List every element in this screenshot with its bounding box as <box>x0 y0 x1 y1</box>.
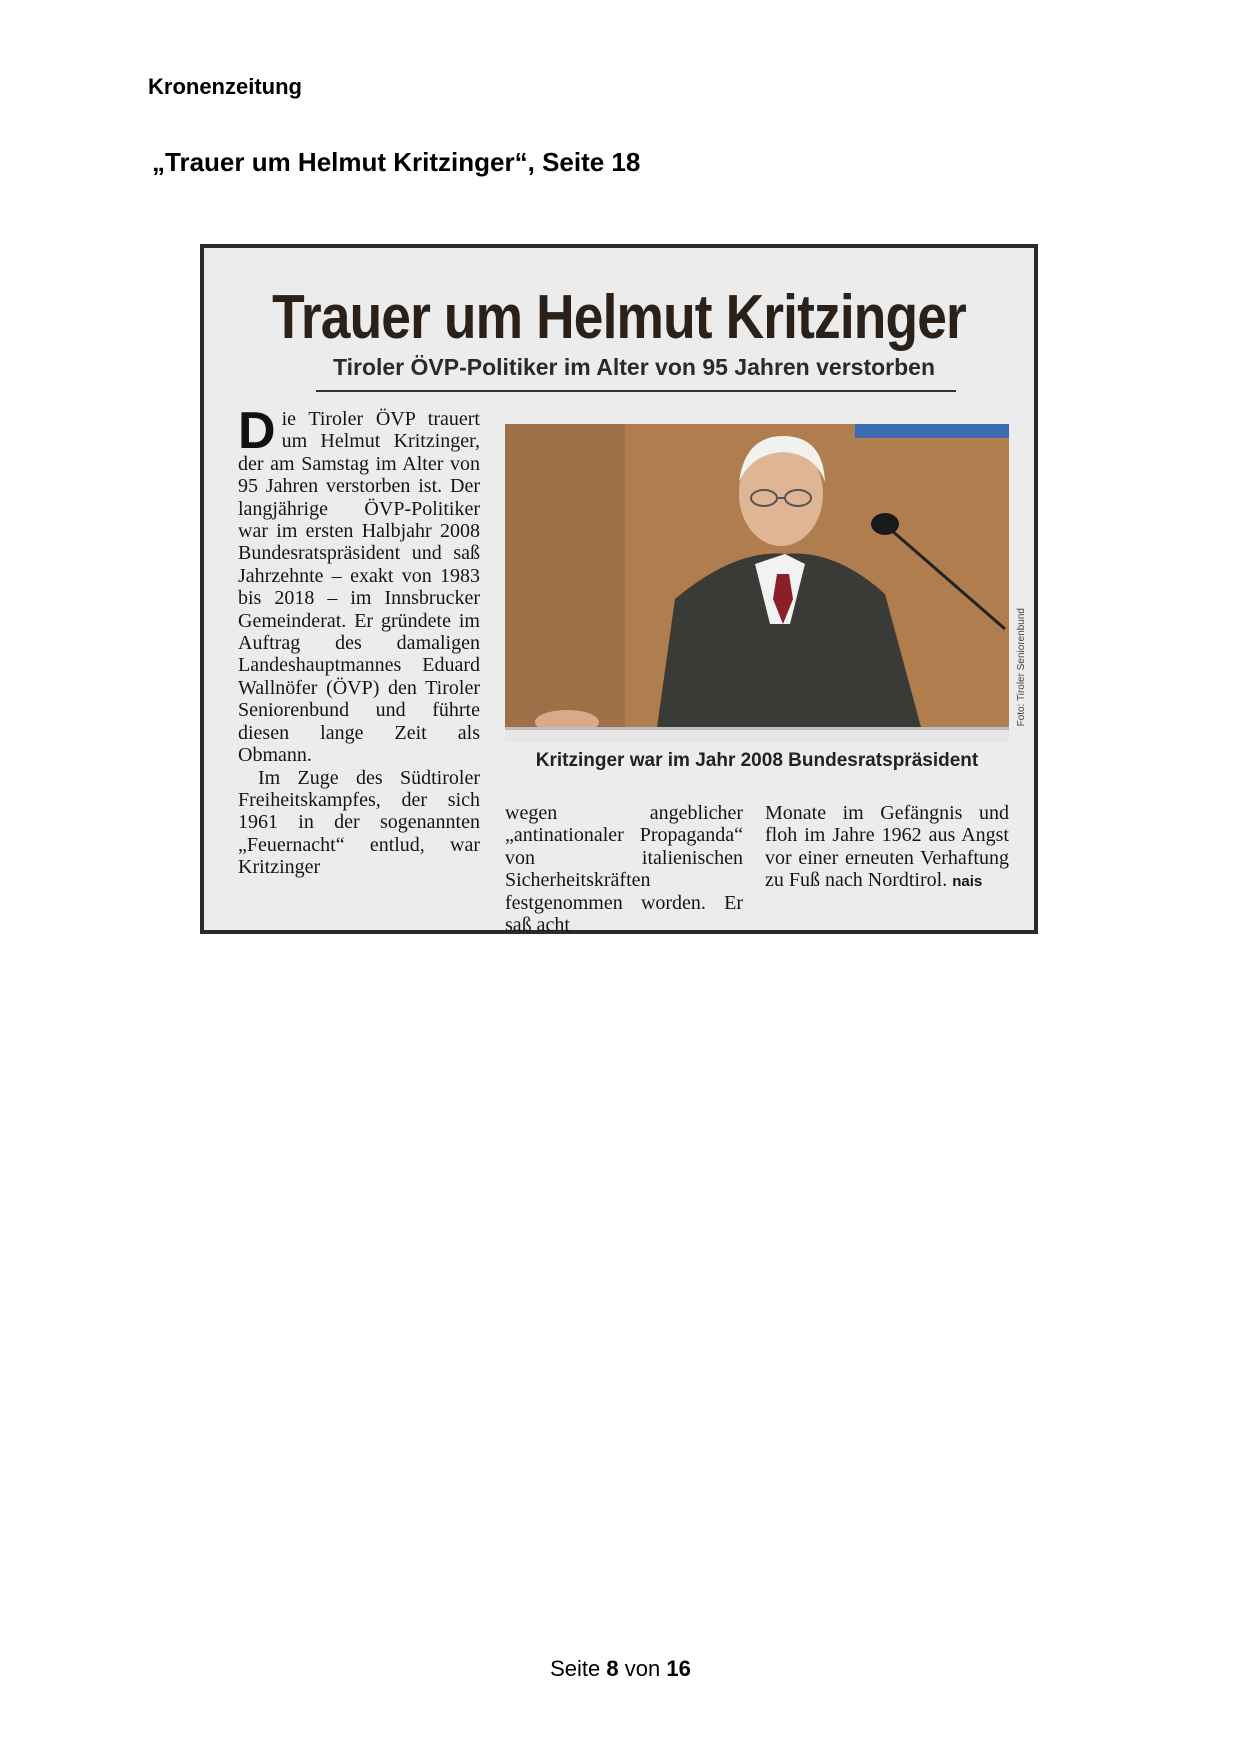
footer-page-number: 8 <box>606 1656 619 1681</box>
article-subtitle: Tiroler ÖVP-Politiker im Alter von 95 Jahren verstorben <box>332 354 936 380</box>
drop-cap: D <box>238 402 276 460</box>
photo-caption: Kritzinger war im Jahr 2008 Bundesratspräsident <box>535 750 979 771</box>
footer-middle: von <box>624 1656 661 1681</box>
subtitle-rule <box>316 390 956 392</box>
photo-credit: Foto: Tiroler Seniorenbund <box>1016 608 1027 727</box>
article-column-3 <box>765 802 1009 914</box>
author-signature: nais <box>952 873 983 891</box>
column-3-text: Monate im Gefängnis und floh im Jahre 1962 aus Angst vor einer erneuten Verhaftung zu Fuß nach Nordtirol. <box>765 802 1009 892</box>
footer-total-pages: 16 <box>666 1656 691 1681</box>
newspaper-clipping <box>200 244 1038 937</box>
column-1-paragraph-2: Im Zuge des Südtiroler Freiheitskampfes, der sich 1961 in der sogenannten „Feuernacht“ entlud, war Kritzinger <box>238 766 480 879</box>
article-column-2: wegen angeblicher „antinationaler Propaganda“ von italienischen Sicherheitskräften festgenommen worden. Er saß acht <box>505 802 743 937</box>
article-column-1 <box>238 402 480 918</box>
page-headline: „Trauer um Helmut Kritzinger“, Seite 18 <box>152 147 641 177</box>
article-photo <box>505 424 1009 742</box>
article-title: Trauer um Helmut Kritzinger <box>272 283 966 352</box>
portrait-illustration <box>505 424 1009 742</box>
column-1-paragraph-1: ie Tiroler ÖVP trauert um Helmut Kritzinger, der am Samstag im Alter von 95 Jahren verstorben ist. Der langjährige ÖVP-Politiker war im ersten Halbjahr 2008 Bundesratspräsident und saß Jahrzehnte – exakt von 1983 bis 2018 – im Innsbrucker Gemeinderat. Er gründete im Auftrag des damaligen Landeshauptmannes Eduard Wallnöfer (ÖVP) den Tiroler Seniorenbund und führte diesen lange Zeit als Obmann. <box>238 408 480 767</box>
page-footer <box>0 1656 1241 1682</box>
footer-prefix: Seite <box>550 1656 601 1681</box>
source-label: Kronenzeitung <box>148 74 302 99</box>
